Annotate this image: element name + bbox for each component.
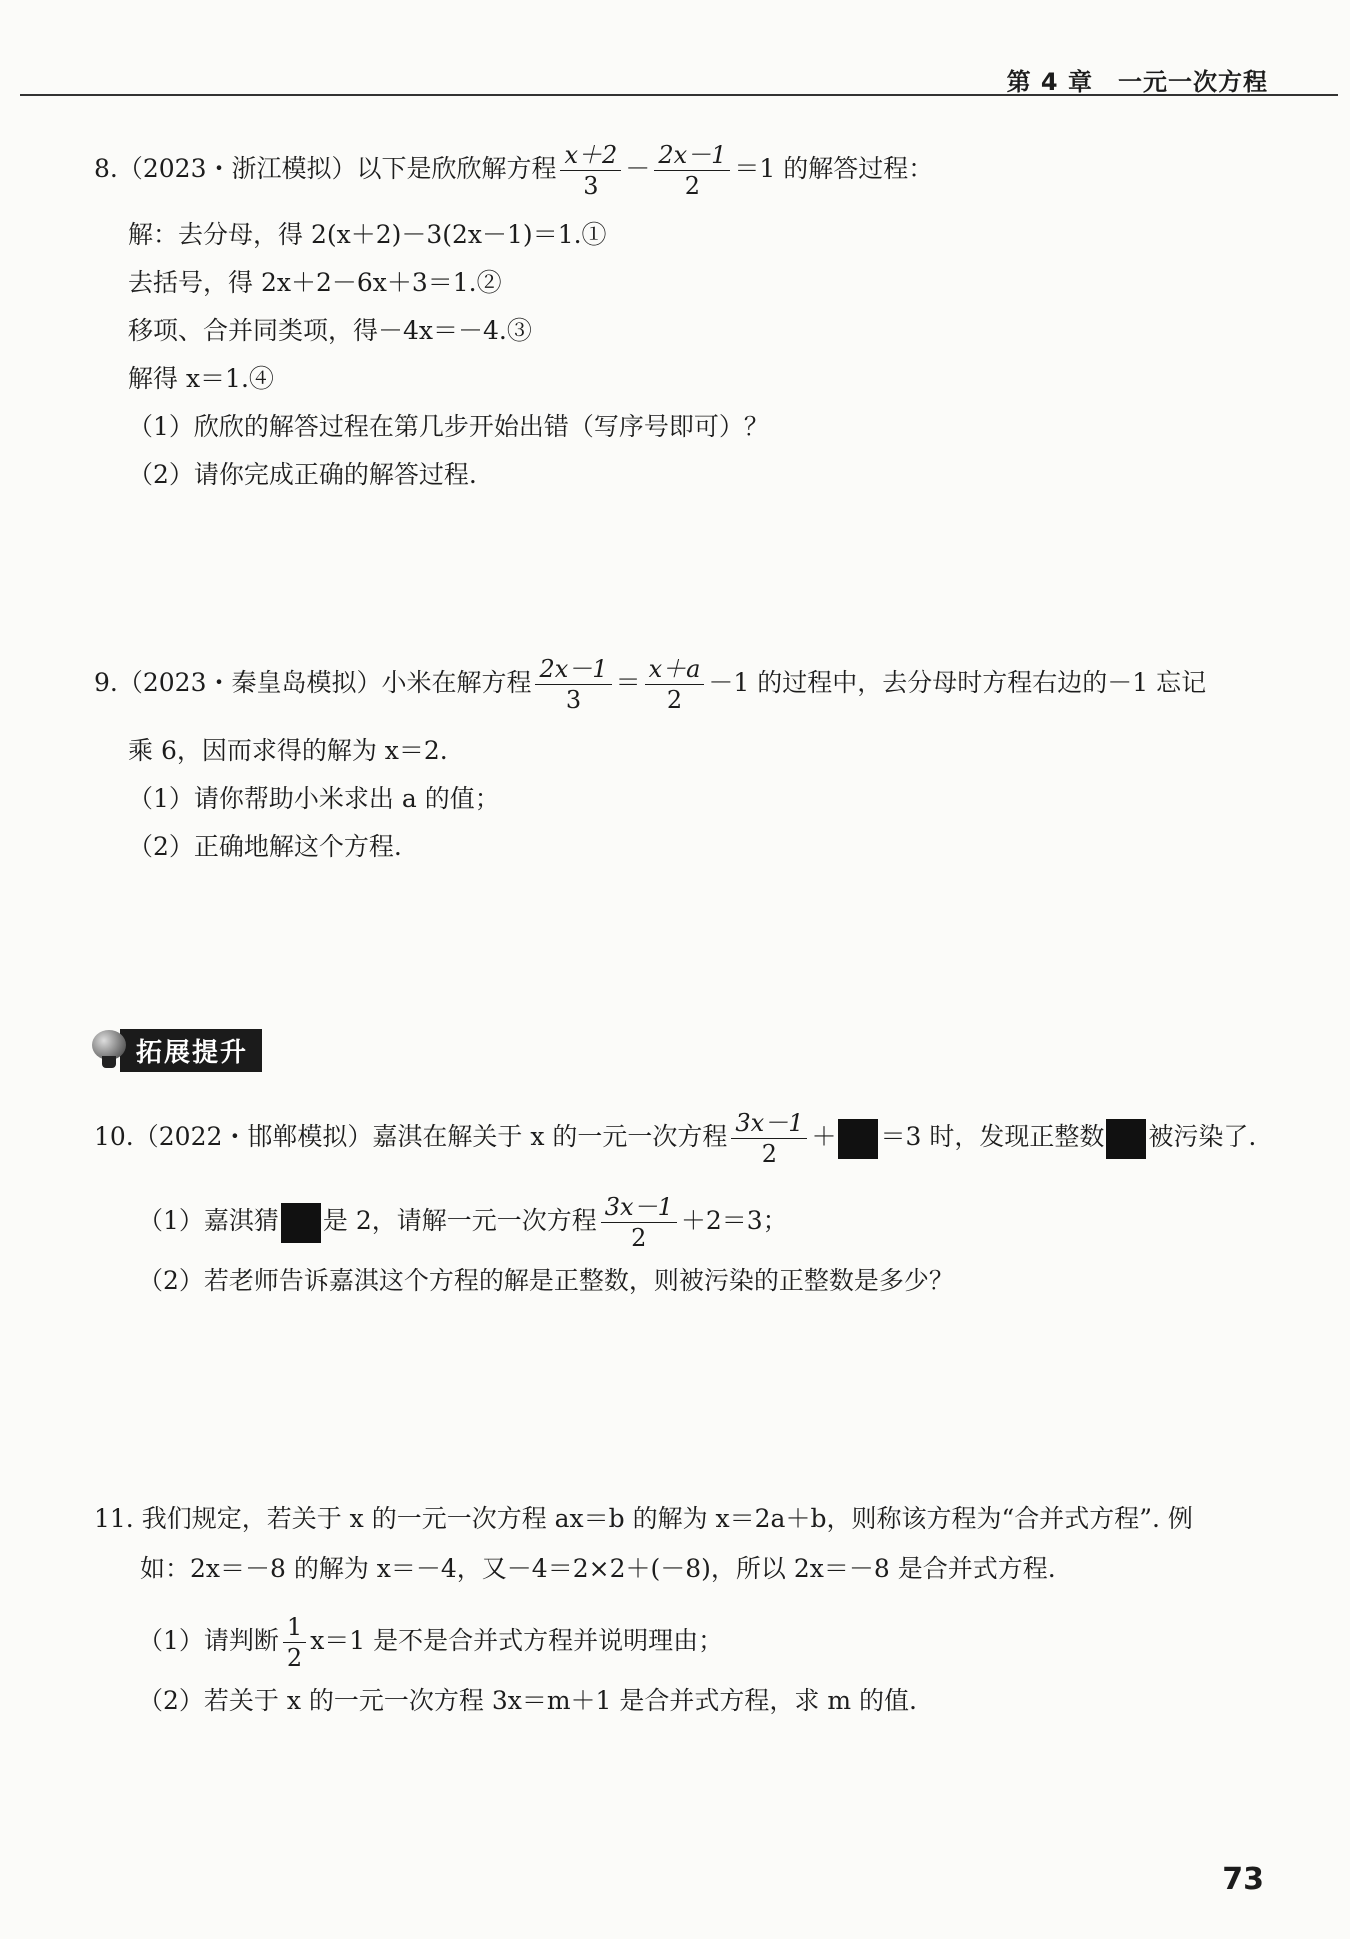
q9-fraction-2: $\frac{x+a}{2}$ — [645, 654, 705, 715]
q9-stem: 9.（2023・秦皇岛模拟）小米在解方程 $\frac{2x-1}{3}$ ＝ $\frac{x+a}{2}$ －1 的过程中，去分母时方程右边的－1 忘记 — [94, 655, 1207, 714]
smudge-block — [838, 1119, 878, 1159]
q10-stem: 10.（2022・邯郸模拟）嘉淇在解关于 x 的一元一次方程 $\frac{3x-1}{2}$ ＋ ＝3 时，发现正整数 被污染了. — [94, 1109, 1257, 1168]
q8-subquestion-1: （1）欣欣的解答过程在第几步开始出错（写序号即可）？ — [128, 412, 769, 441]
q8-subquestion-2: （2）请你完成正确的解答过程. — [128, 460, 477, 489]
section-title: 拓展提升 — [120, 1029, 262, 1072]
q8-fraction-1: $\frac{x+2}{3}$ — [560, 140, 621, 201]
running-header — [20, 54, 1338, 96]
section-banner — [92, 1030, 262, 1070]
q10-subquestion-1: （1）嘉淇猜 是 2，请解一元一次方程 $\frac{3x-1}{2}$ ＋2＝3； — [138, 1193, 788, 1252]
q8-step-4: 解得 x＝1.④ — [128, 364, 274, 393]
q10-subquestion-2: （2）若老师告诉嘉淇这个方程的解是正整数，则被污染的正整数是多少？ — [138, 1266, 954, 1295]
page-number: 73 — [1222, 1862, 1264, 1897]
q9-subquestion-1: （1）请你帮助小米求出 a 的值； — [128, 784, 500, 813]
q8-step-3: 移项、合并同类项，得－4x＝－4.③ — [128, 316, 532, 345]
smudge-block — [1106, 1119, 1146, 1159]
q9-stem-continued: 乘 6，因而求得的解为 x＝2. — [128, 736, 448, 765]
q8-stem: 8.（2023・浙江模拟）以下是欣欣解方程 $\frac{x+2}{3}$ － $\frac{2x-1}{2}$ ＝1 的解答过程： — [94, 141, 934, 200]
q10-fraction: $\frac{3x-1}{2}$ — [731, 1108, 807, 1169]
lightbulb-icon — [92, 1030, 126, 1070]
smudge-block — [281, 1203, 321, 1243]
q11-subquestion-2: （2）若关于 x 的一元一次方程 3x＝m＋1 是合并式方程，求 m 的值. — [138, 1686, 917, 1715]
q9-subquestion-2: （2）正确地解这个方程. — [128, 832, 402, 861]
q10-sub1-fraction: $\frac{3x-1}{2}$ — [601, 1192, 677, 1253]
q11-subquestion-1: （1）请判断 $\frac{1}{2}$ x＝1 是不是合并式方程并说明理由； — [138, 1613, 724, 1672]
q11-stem-continued: 如：2x＝－8 的解为 x＝－4，又－4＝2×2＋(－8)，所以 2x＝－8 是合并式方程. — [140, 1554, 1056, 1583]
q8-fraction-2: $\frac{2x-1}{2}$ — [654, 140, 730, 201]
q11-stem: 11. 我们规定，若关于 x 的一元一次方程 ax＝b 的解为 x＝2a＋b，则称该方程为“合并式方程”. 例 — [94, 1504, 1193, 1533]
q8-step-2: 去括号，得 2x＋2－6x＋3＝1.② — [128, 268, 502, 297]
q11-sub1-fraction: $\frac{1}{2}$ — [283, 1612, 306, 1673]
q9-fraction-1: $\frac{2x-1}{3}$ — [535, 654, 611, 715]
chapter-title: 第 4 章 一元一次方程 — [1006, 68, 1268, 96]
q8-step-1: 解：去分母，得 2(x＋2)－3(2x－1)＝1.① — [128, 220, 607, 249]
